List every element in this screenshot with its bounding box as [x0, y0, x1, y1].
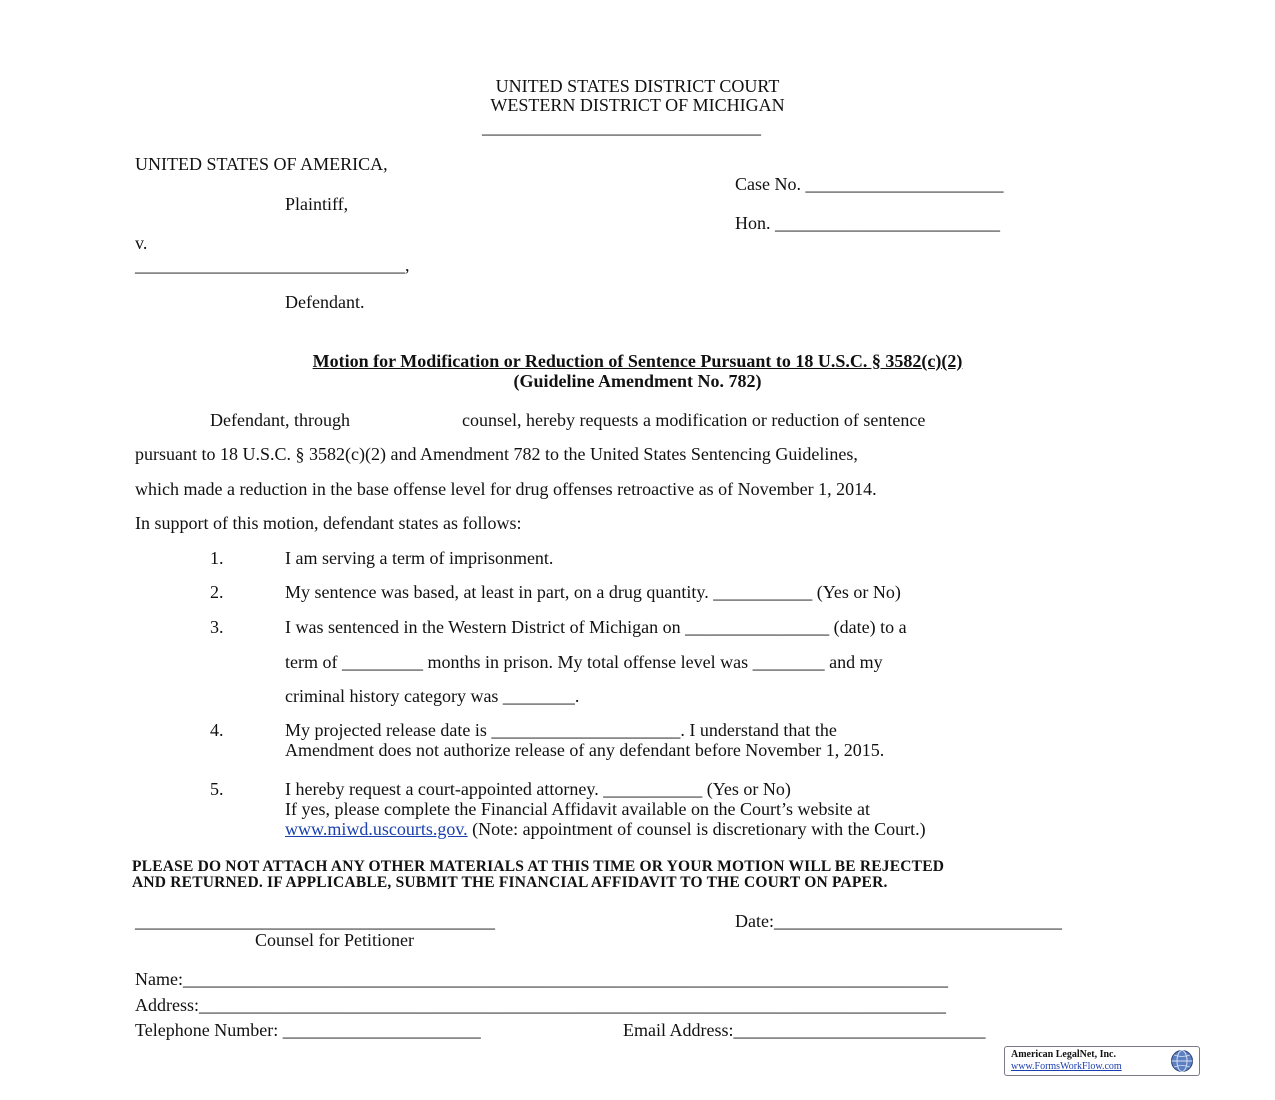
publisher-badge[interactable] [1004, 1046, 1200, 1076]
header-rule: _______________________________ [482, 117, 761, 137]
publisher-url[interactable]: www.FormsWorkFlow.com [1011, 1061, 1122, 1072]
item-3-line-2[interactable]: term of _________ months in prison. My total offense level was ________ and my [285, 652, 883, 672]
item-number-3: 3. [210, 617, 224, 637]
item-number-2: 2. [210, 582, 224, 602]
publisher-name: American LegalNet, Inc. [1011, 1049, 1116, 1060]
body-line-2: pursuant to 18 U.S.C. § 3582(c)(2) and Amendment 782 to the United States Sentencing Guidelines, [135, 444, 858, 464]
body-line-4: In support of this motion, defendant states as follows: [135, 513, 522, 533]
name-field[interactable]: Name:_____________________________________________________________________________________ [135, 969, 948, 989]
item-5-line-2: If yes, please complete the Financial Affidavit available on the Court’s website at [285, 799, 870, 819]
honorable-field[interactable]: Hon. _________________________ [735, 213, 1000, 233]
court-district: WESTERN DISTRICT OF MICHIGAN [490, 95, 785, 115]
item-5-attorney-request[interactable]: I hereby request a court-appointed attorney. ___________ (Yes or No) [285, 779, 791, 799]
body-line-1b: counsel, hereby requests a modification or reduction of sentence [462, 410, 926, 430]
body-line-1a: Defendant, through [210, 410, 350, 430]
item-1: I am serving a term of imprisonment. [285, 548, 554, 568]
court-name: UNITED STATES DISTRICT COURT [495, 76, 780, 96]
defendant-label: Defendant. [285, 292, 365, 312]
appointment-note: (Note: appointment of counsel is discretionary with the Court.) [467, 819, 926, 839]
versus-label: v. [135, 233, 148, 253]
item-3-line-1[interactable]: I was sentenced in the Western District of Michigan on ________________ (date) to a [285, 617, 907, 637]
item-number-1: 1. [210, 548, 224, 568]
motion-subtitle: (Guideline Amendment No. 782) [513, 371, 762, 391]
item-4-release-date[interactable]: My projected release date is _____________________. I understand that the [285, 720, 837, 740]
item-number-4: 4. [210, 720, 224, 740]
warning-line-2: AND RETURNED. IF APPLICABLE, SUBMIT THE FINANCIAL AFFIDAVIT TO THE COURT ON PAPER. [132, 874, 888, 891]
court-website-link[interactable]: www.miwd.uscourts.gov. [285, 819, 468, 839]
item-3-line-3[interactable]: criminal history category was ________. [285, 686, 580, 706]
plaintiff-label: Plaintiff, [285, 194, 349, 214]
counsel-label: Counsel for Petitioner [255, 930, 414, 950]
defendant-name-field[interactable]: ______________________________, [135, 255, 410, 275]
counsel-signature-line[interactable]: ________________________________________ [135, 911, 495, 931]
item-2-drug-quantity[interactable]: My sentence was based, at least in part, on a drug quantity. ___________ (Yes or No) [285, 582, 901, 602]
plaintiff-name: UNITED STATES OF AMERICA, [135, 154, 388, 174]
body-line-3: which made a reduction in the base offense level for drug offenses retroactive as of November 1, 2014. [135, 479, 877, 499]
address-field[interactable]: Address:___________________________________________________________________________________ [135, 995, 946, 1015]
motion-title: Motion for Modification or Reduction of Sentence Pursuant to 18 U.S.C. § 3582(c)(2) [312, 351, 963, 371]
item-5-line-3 [285, 818, 926, 840]
case-number-field[interactable]: Case No. ______________________ [735, 174, 1004, 194]
warning-line-1: PLEASE DO NOT ATTACH ANY OTHER MATERIALS AT THIS TIME OR YOUR MOTION WILL BE REJECTED [132, 858, 945, 875]
item-number-5: 5. [210, 779, 224, 799]
globe-icon [1169, 1049, 1195, 1073]
email-field[interactable]: Email Address:____________________________ [623, 1020, 986, 1040]
item-4-line-2: Amendment does not authorize release of any defendant before November 1, 2015. [285, 740, 885, 760]
telephone-field[interactable]: Telephone Number: ______________________ [135, 1020, 481, 1040]
date-field[interactable]: Date:________________________________ [735, 911, 1062, 931]
